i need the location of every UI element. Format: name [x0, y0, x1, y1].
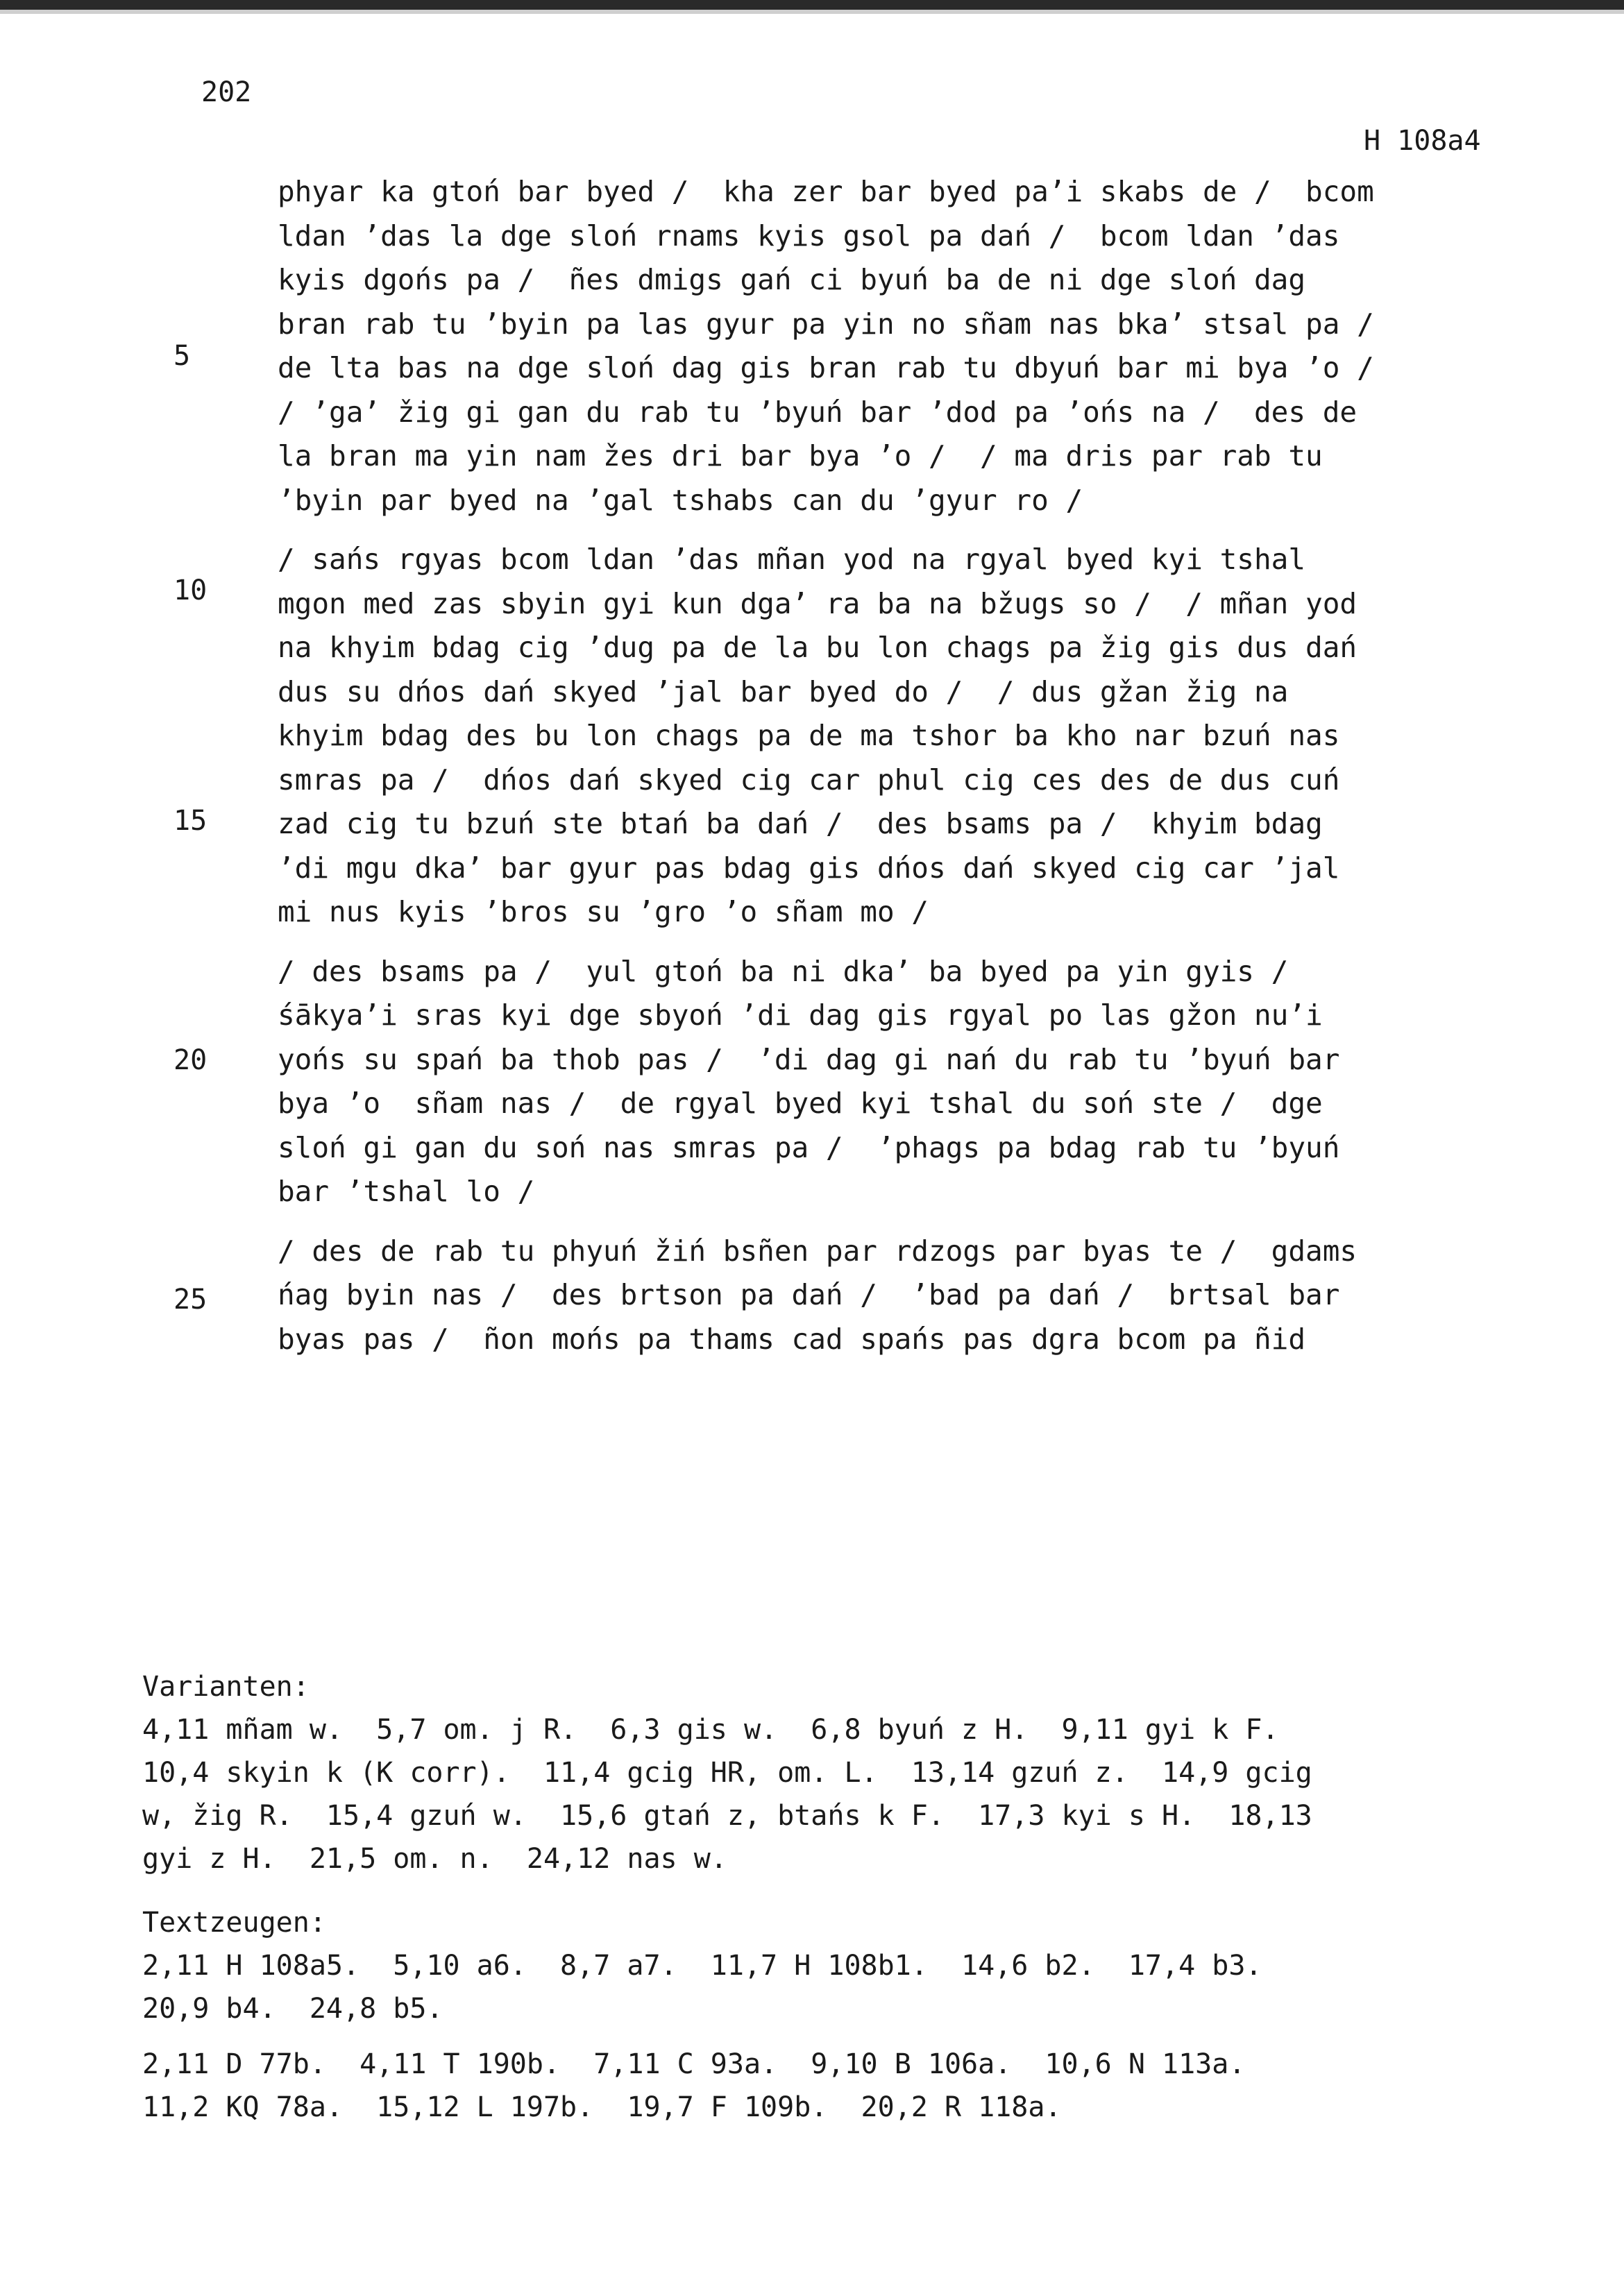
paragraph-3: [278, 950, 1527, 1214]
text-line: smras pa / dńos dań skyed cig car phul cig ces des de dus cuń: [278, 763, 1340, 797]
variant-row: gyi z H. 21,5 om. n. 24,12 nas w.: [142, 1843, 727, 1875]
text-line: kyis dgońs pa / ñes dmigs gań ci byuń ba de ni dge sloń dag: [278, 263, 1306, 296]
line-number-25: 25: [174, 1284, 208, 1316]
line-number-20: 20: [174, 1044, 208, 1076]
varianten-section: [142, 1665, 1530, 1880]
text-line: ’byin par byed na ’gal tshabs can du ’gyur ro /: [278, 483, 1083, 517]
text-line: / sańs rgyas bcom ldan ’das mñan yod na rgyal byed kyi tshal: [278, 543, 1306, 576]
header-reference: H 108a4: [1364, 125, 1481, 157]
text-line: ’di mgu dka’ bar gyur pas bdag gis dńos dań skyed cig car ’jal: [278, 851, 1340, 885]
textzeugen-label: Textzeugen:: [142, 1907, 326, 1939]
line-number-10: 10: [174, 575, 208, 606]
text-line: / des bsams pa / yul gtoń ba ni dka’ ba byed pa yin gyis /: [278, 954, 1289, 988]
text-line: mgon med zas sbyin gyi kun dga’ ra ba na bžugs so / / mñan yod: [278, 586, 1357, 620]
paragraph-1: [278, 170, 1527, 522]
variant-row: w, žig R. 15,4 gzuń w. 15,6 gtań z, btańs k F. 17,3 kyi s H. 18,13: [142, 1800, 1312, 1832]
text-line: zad cig tu bzuń ste btań ba dań / des bsams pa / khyim bdag: [278, 807, 1323, 840]
witness-row: 11,2 KQ 78a. 15,12 L 197b. 19,7 F 109b. 20,2 R 118a.: [142, 2091, 1062, 2123]
text-line: khyim bdag des bu lon chags pa de ma tshor ba kho nar bzuń nas: [278, 719, 1340, 752]
text-line: bya ’o sñam nas / de rgyal byed kyi tshal du soń ste / dge: [278, 1087, 1323, 1120]
text-line: de lta bas na dge sloń dag gis bran rab tu dbyuń bar mi bya ’o /: [278, 351, 1374, 384]
witness-row: 2,11 H 108a5. 5,10 a6. 8,7 a7. 11,7 H 108b1. 14,6 b2. 17,4 b3.: [142, 1950, 1262, 1982]
paragraph-4: [278, 1230, 1527, 1362]
paragraph-2: [278, 538, 1527, 935]
text-line: dus su dńos dań skyed ’jal bar byed do / / dus gžan žig na: [278, 674, 1289, 708]
text-line: ńag byin nas / des brtson pa dań / ’bad pa dań / brtsal bar: [278, 1278, 1340, 1311]
text-line: na khyim bdag cig ’dug pa de la bu lon chags pa žig gis dus dań: [278, 631, 1357, 664]
text-line: mi nus kyis ’bros su ’gro ’o sñam mo /: [278, 895, 929, 928]
witness-row: 20,9 b4. 24,8 b5.: [142, 1993, 443, 2025]
text-line: yońs su spań ba thob pas / ’di dag gi nań du rab tu ’byuń bar: [278, 1042, 1340, 1076]
variant-row: 10,4 skyin k (K corr). 11,4 gcig HR, om. L. 13,14 gzuń z. 14,9 gcig: [142, 1757, 1312, 1789]
text-line: / des de rab tu phyuń žiń bsñen par rdzogs par byas te / gdams: [278, 1234, 1357, 1268]
main-text: [278, 170, 1527, 1361]
text-line: byas pas / ñon mońs pa thams cad spańs pas dgra bcom pa ñid: [278, 1322, 1306, 1356]
line-number-15: 15: [174, 805, 208, 837]
text-line: / ’ga’ žig gi gan du rab tu ’byuń bar ’dod pa ’ońs na / des de: [278, 395, 1357, 429]
text-line: bran rab tu ’byin pa las gyur pa yin no sñam nas bka’ stsal pa /: [278, 307, 1374, 341]
witness-row: 2,11 D 77b. 4,11 T 190b. 7,11 C 93a. 9,10 B 106a. 10,6 N 113a.: [142, 2048, 1246, 2080]
varianten-label: Varianten:: [142, 1671, 310, 1703]
text-line: sloń gi gan du soń nas smras pa / ’phags pa bdag rab tu ’byuń: [278, 1130, 1340, 1164]
text-line: phyar ka gtoń bar byed / kha zer bar byed pa’i skabs de / bcom: [278, 175, 1374, 208]
top-border: [0, 0, 1624, 10]
line-number-5: 5: [174, 340, 191, 372]
variant-row: 4,11 mñam w. 5,7 om. j R. 6,3 gis w. 6,8 byuń z H. 9,11 gyi k F.: [142, 1714, 1279, 1746]
text-line: śākya’i sras kyi dge sbyoń ’di dag gis rgyal po las gžon nu’i: [278, 998, 1323, 1032]
page-number: 202: [201, 76, 252, 108]
text-line: la bran ma yin nam žes dri bar bya ’o / / ma dris par rab tu: [278, 439, 1323, 473]
text-line: bar ’tshal lo /: [278, 1175, 535, 1208]
text-line: ldan ’das la dge sloń rnams kyis gsol pa dań / bcom ldan ’das: [278, 219, 1340, 253]
textzeugen-section: [142, 1901, 1530, 2129]
